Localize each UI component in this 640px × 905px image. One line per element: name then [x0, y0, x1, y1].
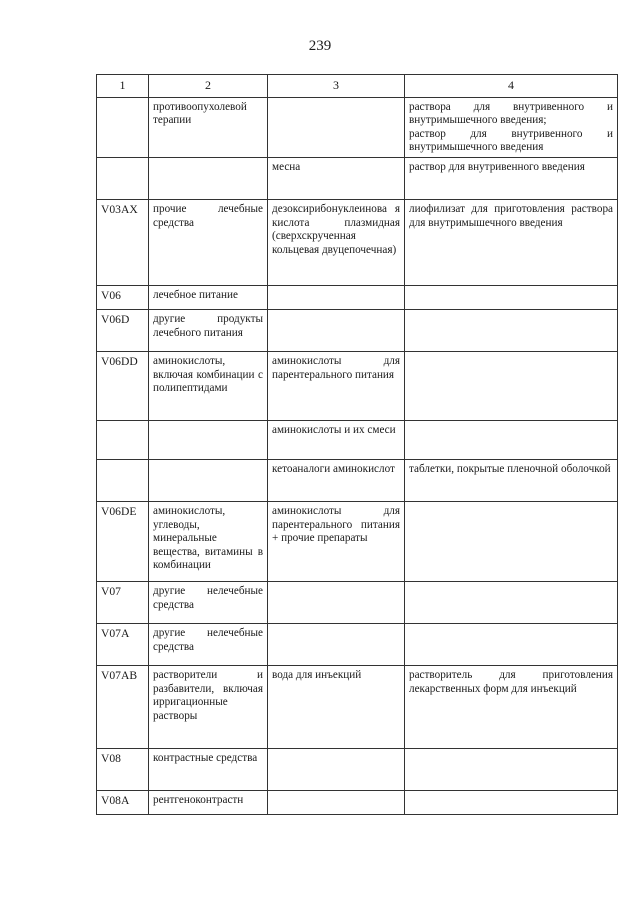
- anatomical-group-cell: лечебное питание: [149, 285, 268, 309]
- table-row: [97, 199, 618, 285]
- dosage-form-cell: [405, 790, 618, 814]
- anatomical-group-cell: растворители и разбавители, включая ирригационные растворы: [149, 665, 268, 748]
- dosage-form-cell: [405, 309, 618, 351]
- table-row: [97, 351, 618, 420]
- dosage-form-cell: [405, 748, 618, 790]
- column-header-4: 4: [405, 75, 618, 98]
- anatomical-group-cell: другие продукты лечебного питания: [149, 309, 268, 351]
- table-row: [97, 790, 618, 814]
- table-row: [97, 157, 618, 199]
- dosage-form-cell: лиофилизат для приготовления раствора для внутримышечного введения: [405, 199, 618, 285]
- substance-cell: [268, 581, 405, 623]
- table-row: [97, 285, 618, 309]
- atc-code-cell: V06DE: [97, 501, 149, 581]
- substance-cell: вода для инъекций: [268, 665, 405, 748]
- dosage-form-cell: [405, 351, 618, 420]
- substance-cell: аминокислоты для парентерального питания + прочие препараты: [268, 501, 405, 581]
- atc-code-cell: V08: [97, 748, 149, 790]
- substance-cell: дезоксирибонуклеинова я кислота плазмидная (сверхскрученная кольцевая двуцепочечная): [268, 199, 405, 285]
- atc-code-cell: V08A: [97, 790, 149, 814]
- dosage-form-cell: [405, 420, 618, 459]
- substance-cell: [268, 97, 405, 157]
- table-body: [97, 97, 618, 814]
- table-row: [97, 748, 618, 790]
- atc-code-cell: V06D: [97, 309, 149, 351]
- atc-code-cell: V03AX: [97, 199, 149, 285]
- dosage-form-cell: таблетки, покрытые пленочной оболочкой: [405, 459, 618, 501]
- table-row: [97, 459, 618, 501]
- anatomical-group-cell: [149, 459, 268, 501]
- anatomical-group-cell: [149, 420, 268, 459]
- anatomical-group-cell: аминокислоты, углеводы, минеральные вещества, витамины в комбинации: [149, 501, 268, 581]
- dosage-form-cell: раствора для внутривенного и внутримышечного введения; раствор для внутривенного и внутримышечного введения: [405, 97, 618, 157]
- dosage-form-cell: [405, 285, 618, 309]
- atc-code-cell: [97, 97, 149, 157]
- atc-code-cell: V06: [97, 285, 149, 309]
- dosage-form-cell: [405, 581, 618, 623]
- column-header-3: 3: [268, 75, 405, 98]
- anatomical-group-cell: рентгеноконтрастн: [149, 790, 268, 814]
- table-row: [97, 665, 618, 748]
- substance-cell: аминокислоты и их смеси: [268, 420, 405, 459]
- atc-code-cell: [97, 459, 149, 501]
- substance-cell: месна: [268, 157, 405, 199]
- anatomical-group-cell: контрастные средства: [149, 748, 268, 790]
- table-row: [97, 97, 618, 157]
- anatomical-group-cell: противоопухолевой терапии: [149, 97, 268, 157]
- substance-cell: [268, 309, 405, 351]
- table-header-row: [97, 75, 618, 98]
- substance-cell: кетоаналоги аминокислот: [268, 459, 405, 501]
- column-header-2: 2: [149, 75, 268, 98]
- atc-code-cell: V06DD: [97, 351, 149, 420]
- table-row: [97, 420, 618, 459]
- table-row: [97, 501, 618, 581]
- atc-code-cell: V07AB: [97, 665, 149, 748]
- column-header-1: 1: [97, 75, 149, 98]
- page-number: 239: [308, 38, 332, 54]
- dosage-form-cell: [405, 623, 618, 665]
- anatomical-group-cell: прочие лечебные средства: [149, 199, 268, 285]
- anatomical-group-cell: другие нелечебные средства: [149, 581, 268, 623]
- dosage-form-cell: [405, 501, 618, 581]
- anatomical-group-cell: аминокислоты, включая комбинации с полипептидами: [149, 351, 268, 420]
- substance-cell: аминокислоты для парентерального питания: [268, 351, 405, 420]
- table-row: [97, 581, 618, 623]
- atc-code-cell: V07: [97, 581, 149, 623]
- table-row: [97, 623, 618, 665]
- substance-cell: [268, 285, 405, 309]
- substance-cell: [268, 623, 405, 665]
- dosage-form-cell: растворитель для приготовления лекарственных форм для инъекций: [405, 665, 618, 748]
- anatomical-group-cell: другие нелечебные средства: [149, 623, 268, 665]
- dosage-form-cell: раствор для внутривенного введения: [405, 157, 618, 199]
- anatomical-group-cell: [149, 157, 268, 199]
- substance-cell: [268, 748, 405, 790]
- table-row: [97, 309, 618, 351]
- atc-code-cell: [97, 157, 149, 199]
- atc-code-cell: V07A: [97, 623, 149, 665]
- substance-cell: [268, 790, 405, 814]
- drug-table: [96, 74, 618, 815]
- atc-code-cell: [97, 420, 149, 459]
